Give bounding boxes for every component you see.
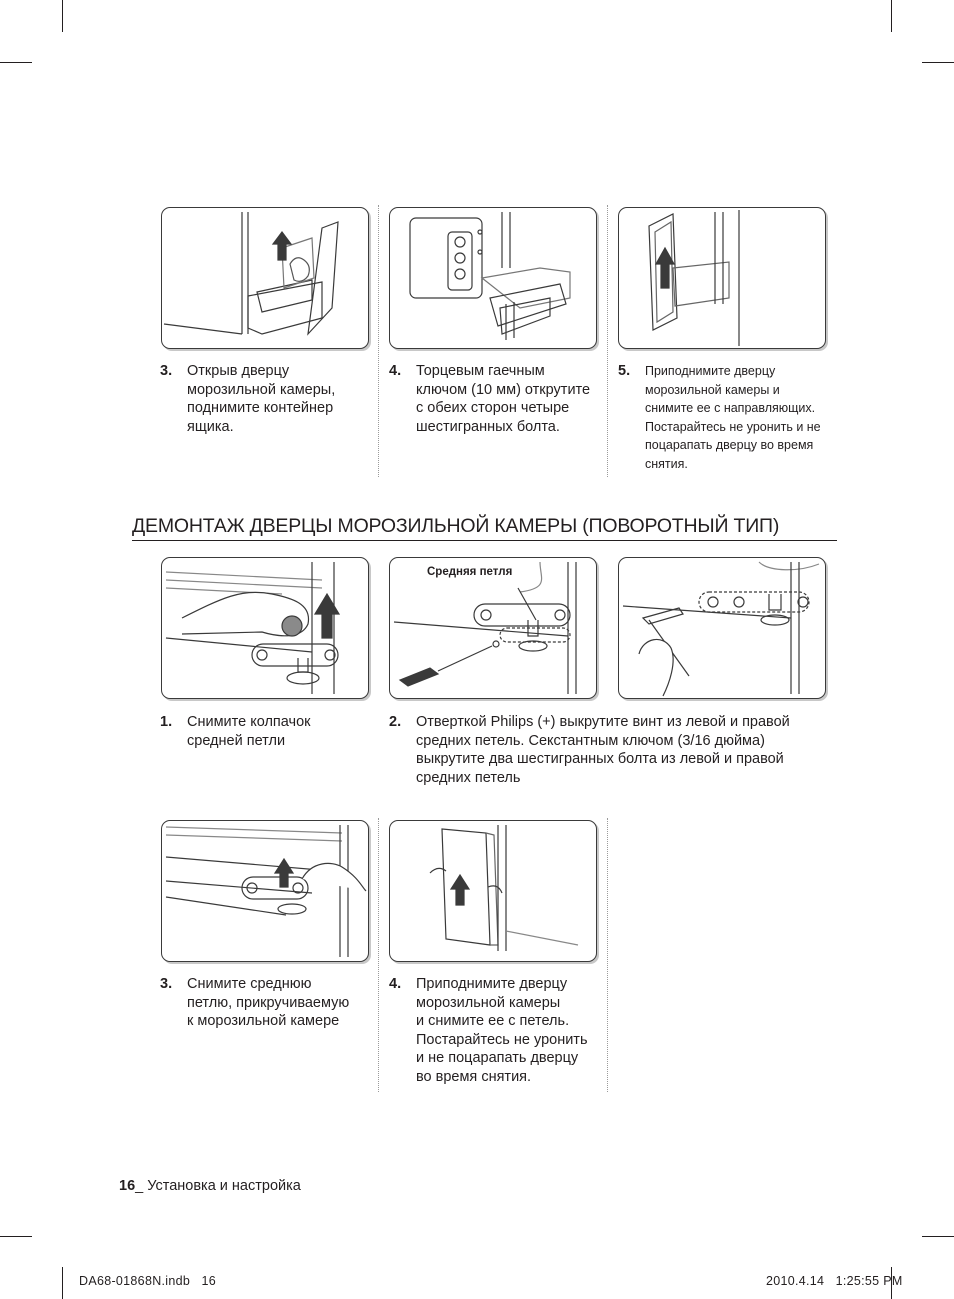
print-slug-file: DA68-01868N.indb 16 bbox=[79, 1274, 216, 1288]
swing-step-1-remove-cap bbox=[160, 713, 370, 753]
step-text: Приподнимите дверцу морозильной камеры и снимите ее с направляющих. Постарайтесь не уронить и не поцарапать дверцу во время снятия. bbox=[645, 364, 821, 471]
step-number: 1. bbox=[160, 714, 173, 730]
step-text: Отверткой Philips (+) выкрутите винт из левой и правой средних петель. Секстантным ключом (3/16 дюйма) выкрутите два шестигранных болта из левой и правой средних петель bbox=[416, 714, 790, 786]
crop-mark bbox=[0, 62, 32, 63]
illustration-unscrew-bolts bbox=[389, 207, 597, 349]
step-text: Снимите колпачок средней петли bbox=[187, 714, 311, 749]
middle-hinge-callout: Средняя петля bbox=[427, 566, 513, 578]
page-number: 16 bbox=[119, 1178, 136, 1194]
column-separator bbox=[607, 818, 608, 1092]
crop-mark bbox=[922, 1236, 954, 1237]
step-text: Снимите среднюю петлю, прикручиваемую к морозильной камере bbox=[187, 976, 350, 1029]
crop-mark bbox=[0, 1236, 32, 1237]
swing-step-4-lift-door bbox=[389, 975, 604, 1090]
step-number: 4. bbox=[389, 976, 402, 992]
crop-mark bbox=[891, 0, 892, 32]
footer-separator: _ bbox=[135, 1178, 148, 1194]
crop-mark bbox=[62, 0, 63, 32]
step-number: 4. bbox=[389, 363, 402, 379]
section-title: ДЕМОНТАЖ ДВЕРЦЫ МОРОЗИЛЬНОЙ КАМЕРЫ (ПОВОРОТНЫЙ ТИП) bbox=[132, 513, 837, 541]
illustration-lift-freezer-door bbox=[618, 207, 826, 349]
crop-mark bbox=[922, 62, 954, 63]
page-footer bbox=[119, 1178, 301, 1194]
step-text: Приподнимите дверцу морозильной камеры и снимите ее с петель. Постарайтесь не уронить и не поцарапать дверцу во время снятия. bbox=[416, 976, 588, 1085]
illustration-remove-hinge-cap bbox=[161, 557, 369, 699]
illustration-lift-drawer-bin bbox=[161, 207, 369, 349]
illustration-unscrew-hinge bbox=[389, 557, 597, 699]
swing-step-3-remove-hinge bbox=[160, 975, 370, 1035]
step-number: 2. bbox=[389, 714, 402, 730]
illustration-lift-door-off-hinges bbox=[389, 820, 597, 962]
step-text: Торцевым гаечным ключом (10 мм) открутите с обеих сторон четыре шестигранных болта. bbox=[416, 363, 591, 435]
step-3-remove-bin bbox=[160, 362, 370, 442]
illustration-remove-middle-hinge bbox=[161, 820, 369, 962]
step-number: 5. bbox=[618, 363, 631, 379]
step-text: Открыв дверцу морозильной камеры, поднимите контейнер ящика. bbox=[187, 363, 336, 435]
column-separator bbox=[607, 205, 608, 477]
step-number: 3. bbox=[160, 976, 173, 992]
column-separator bbox=[378, 818, 379, 1092]
swing-step-2-unscrew bbox=[389, 713, 829, 791]
step-5-lift-door bbox=[618, 362, 833, 474]
step-4-unscrew-bolts bbox=[389, 362, 604, 442]
footer-section: Установка и настройка bbox=[147, 1178, 301, 1194]
step-number: 3. bbox=[160, 363, 173, 379]
print-slug-timestamp: 2010.4.14 1:25:55 PM bbox=[766, 1274, 903, 1288]
illustration-hex-bolts bbox=[618, 557, 826, 699]
crop-mark bbox=[62, 1267, 63, 1299]
column-separator bbox=[378, 205, 379, 477]
